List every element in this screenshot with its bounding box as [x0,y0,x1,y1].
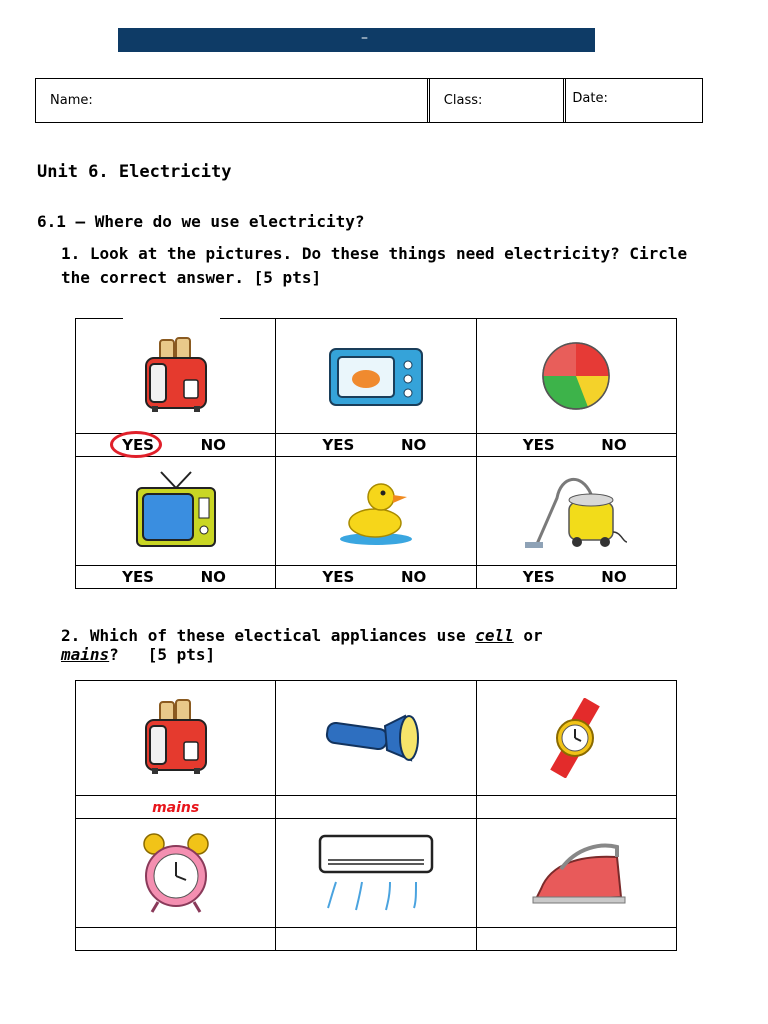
q2-answer-cell[interactable] [76,928,276,951]
q2-prefix: 2. Which of these electical appliances use [61,626,466,645]
yes-option[interactable]: YES [522,568,555,586]
yes-option[interactable]: YES [103,436,173,454]
no-option[interactable]: NO [200,568,226,586]
q1-answer-cell [276,434,476,457]
q2-or-word: or [523,626,543,645]
q2-answer-cell[interactable] [276,928,476,951]
q2-picture-cell [76,681,276,796]
q1-picture-cell [276,457,476,566]
clothes-iron-icon [521,833,631,913]
q2-picture-cell [76,819,276,928]
q2-answer-cell[interactable] [76,796,276,819]
no-option[interactable]: NO [601,568,627,586]
header-banner [118,28,595,52]
class-field[interactable] [430,79,567,122]
q1-picture-cell [476,319,676,434]
microwave-icon [326,341,426,411]
q2-answer-cell[interactable] [476,928,676,951]
unit-title: Unit 6. Electricity [37,162,232,182]
q1-picture-cell [76,457,276,566]
television-icon [133,468,219,554]
q2-picture-cell [276,681,476,796]
q1-answer-cell [76,566,276,589]
q1-answer-cell [476,434,676,457]
no-option[interactable]: NO [400,436,427,454]
wristwatch-icon [536,698,616,778]
question-1-text: 1. Look at the pictures. Do these things need electricity? Circle the correct answer. [5 pts] [61,244,688,287]
answer-text: mains [152,800,200,816]
toaster-icon [136,698,216,778]
q1-answer-cell [76,434,276,457]
question-1-grid [75,318,677,589]
q2-cell-word: cell [475,626,514,645]
date-field[interactable] [566,79,702,122]
banner-text: – [361,30,368,46]
yes-option[interactable]: YES [522,436,555,454]
q1-picture-cell [76,319,276,434]
no-option[interactable]: NO [400,568,427,586]
q2-answer-cell[interactable] [476,796,676,819]
air-conditioner-icon [316,830,436,916]
question-2-grid [75,680,677,951]
section-title: 6.1 – Where do we use electricity? [37,212,365,231]
q2-picture-cell [276,819,476,928]
no-option[interactable]: NO [200,436,226,454]
no-option[interactable]: NO [601,436,627,454]
rubber-duck-icon [333,473,419,549]
q1-answer-cell [276,566,476,589]
q1-answer-cell [476,566,676,589]
name-field[interactable] [36,79,430,122]
beach-ball-icon [538,338,614,414]
flashlight-icon [321,708,431,768]
student-info-table [35,78,703,123]
vacuum-cleaner-icon [521,468,631,554]
q1-picture-cell [276,319,476,434]
q1-picture-cell [476,457,676,566]
q2-mains-word: mains [61,645,110,664]
toaster-icon [136,336,216,416]
q2-answer-cell[interactable] [276,796,476,819]
q2-suffix: ? [5 pts] [109,645,216,664]
yes-option[interactable]: YES [322,568,355,586]
q2-picture-cell [476,681,676,796]
table-border-gap [123,315,220,321]
date-label: Date: [572,91,608,106]
yes-option[interactable]: YES [122,568,154,586]
yes-option[interactable]: YES [322,436,355,454]
q2-picture-cell [476,819,676,928]
question-2-text [61,626,701,664]
name-label: Name: [50,93,93,108]
class-label: Class: [443,93,483,108]
alarm-clock-icon [136,828,216,918]
